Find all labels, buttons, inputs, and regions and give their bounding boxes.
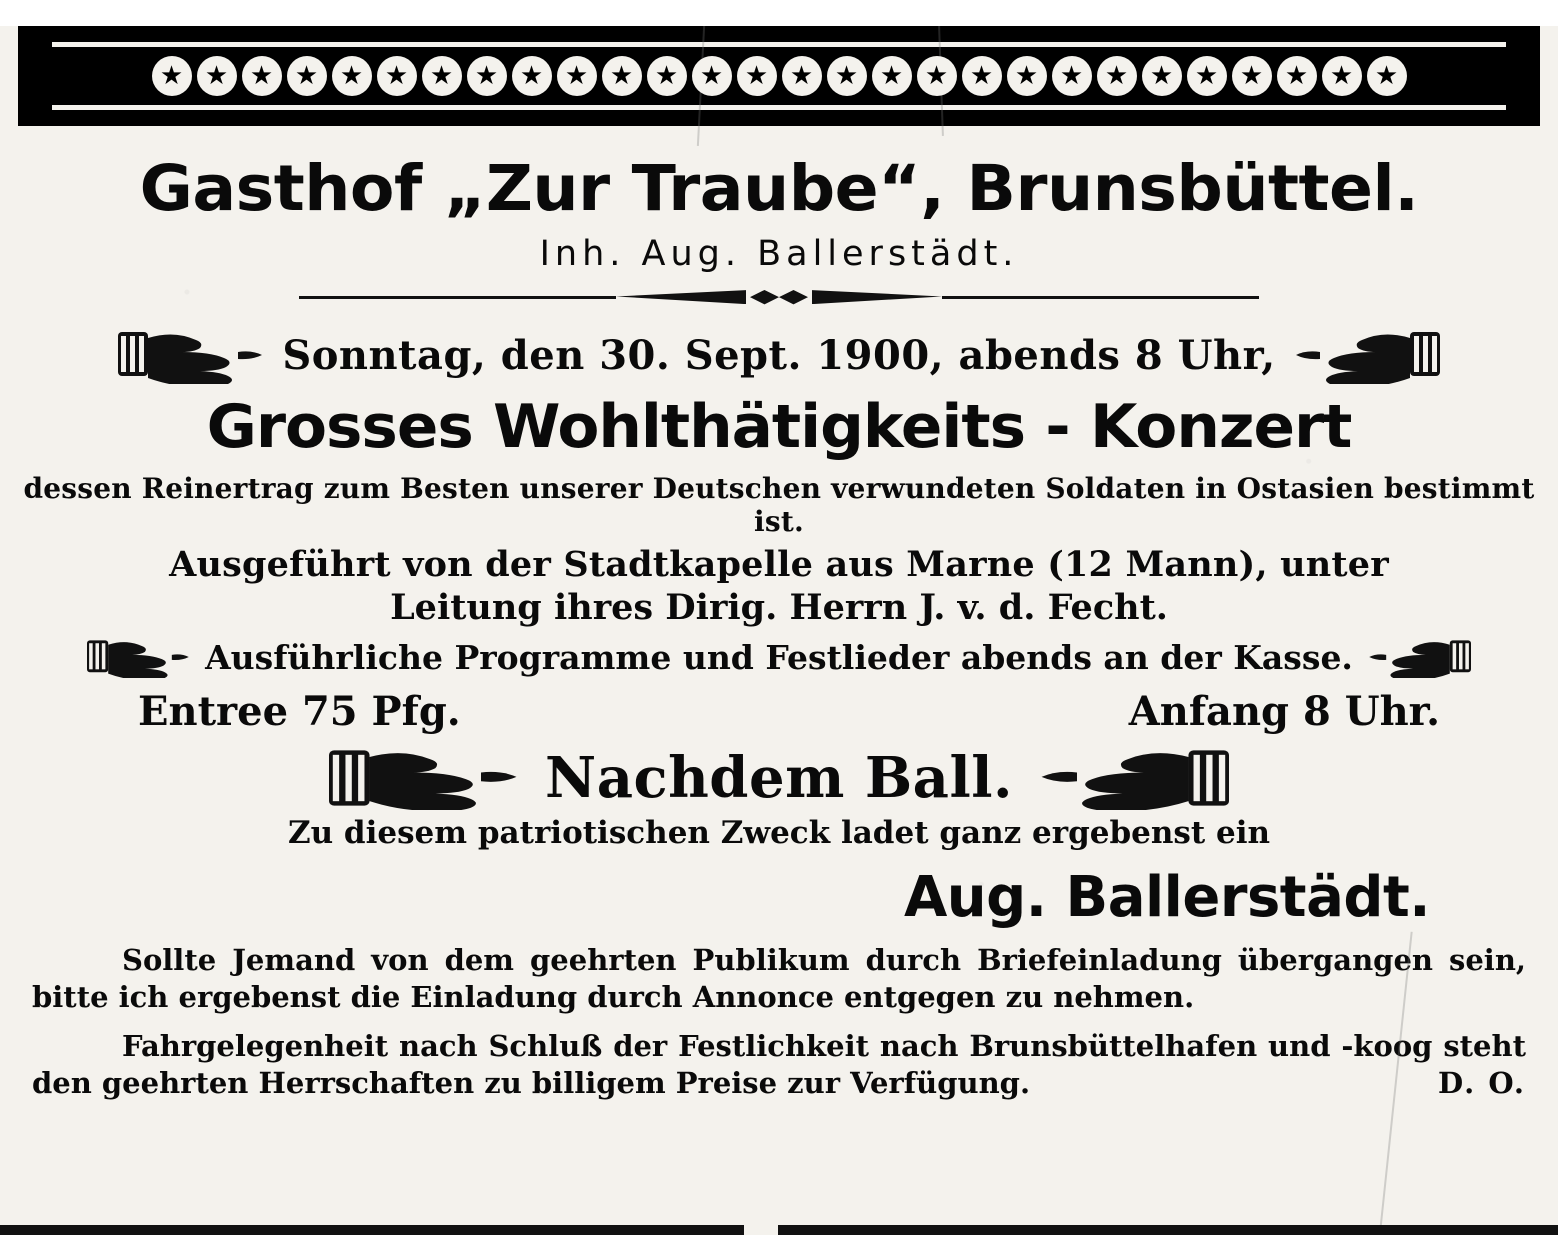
star-ornament-icon: ★ <box>1322 56 1362 96</box>
note-paragraph-2-text: Fahrgelegenheit nach Schluß der Festlichkeit nach Brunsbüttelhafen und -koog steht den geehrten Herrschaften zu billigem Preise zur Verfügung. <box>32 1029 1526 1101</box>
star-border-ornament <box>18 26 1540 126</box>
border-edge-block-left <box>18 33 52 119</box>
star-ornament-icon: ★ <box>1097 56 1137 96</box>
event-date-line: Sonntag, den 30. Sept. 1900, abends 8 Uhr, <box>282 331 1276 379</box>
ball-announcement-row <box>18 745 1540 811</box>
star-row <box>142 56 1417 96</box>
note-paragraph-2 <box>18 1028 1540 1102</box>
star-ornament-icon: ★ <box>512 56 552 96</box>
star-ornament-icon: ★ <box>917 56 957 96</box>
poster-advertisement <box>0 26 1558 1235</box>
star-ornament-icon: ★ <box>1367 56 1407 96</box>
pointing-hand-left-small-icon <box>1365 636 1471 678</box>
star-ornament-icon: ★ <box>1187 56 1227 96</box>
star-ornament-icon: ★ <box>287 56 327 96</box>
program-note: Ausführliche Programme und Festlieder abends an der Kasse. <box>205 637 1353 677</box>
star-ornament-icon: ★ <box>737 56 777 96</box>
start-time: Anfang 8 Uhr. <box>1128 688 1440 736</box>
star-ornament-icon: ★ <box>152 56 192 96</box>
performers-line-2: Leitung ihres Dirig. Herrn J. v. d. Fecht. <box>390 587 1168 629</box>
star-ornament-icon: ★ <box>197 56 237 96</box>
ball-announcement: Nachdem Ball. <box>545 745 1013 812</box>
pointing-hand-right-ball-icon <box>329 746 519 810</box>
star-ornament-icon: ★ <box>467 56 507 96</box>
ornament-center-icon <box>750 288 808 306</box>
performers-line-1: Ausgeführt von der Stadtkapelle aus Marne (12 Mann), unter <box>169 544 1389 586</box>
star-ornament-icon: ★ <box>242 56 282 96</box>
invitation-line: Zu diesem patriotischen Zweck ladet ganz ergebenst ein <box>287 815 1271 852</box>
entry-price: Entree 75 Pfg. <box>138 688 461 736</box>
date-row <box>18 326 1540 384</box>
pointing-hand-right-icon <box>118 326 268 384</box>
note-paragraph-1: Sollte Jemand von dem geehrten Publikum durch Briefeinladung übergangen sein, bitte ich ergebenst die Einladung durch Annonce entgegen zu nehmen. <box>32 943 1526 1015</box>
star-ornament-icon: ★ <box>1007 56 1047 96</box>
star-ornament-icon: ★ <box>782 56 822 96</box>
purpose-line: dessen Reinertrag zum Besten unserer Deutschen verwundeten Soldaten in Ostasien bestimmt ist. <box>23 472 1535 539</box>
star-ornament-icon: ★ <box>557 56 597 96</box>
venue-title: Gasthof „Zur Traube“, Brunsbüttel. <box>139 152 1419 225</box>
star-ornament-icon: ★ <box>692 56 732 96</box>
ornament-spike-right <box>812 290 942 304</box>
pointing-hand-left-icon <box>1290 326 1440 384</box>
star-ornament-icon: ★ <box>872 56 912 96</box>
star-ornament-icon: ★ <box>1277 56 1317 96</box>
star-ornament-icon: ★ <box>422 56 462 96</box>
star-ornament-icon: ★ <box>962 56 1002 96</box>
star-ornament-icon: ★ <box>602 56 642 96</box>
star-ornament-icon: ★ <box>377 56 417 96</box>
star-ornament-icon: ★ <box>1142 56 1182 96</box>
star-ornament-icon: ★ <box>647 56 687 96</box>
star-ornament-icon: ★ <box>827 56 867 96</box>
pointing-hand-left-ball-icon <box>1039 746 1229 810</box>
bottom-rule <box>0 1225 1558 1235</box>
price-and-time-row <box>138 688 1440 735</box>
star-ornament-icon: ★ <box>1232 56 1272 96</box>
signature: Aug. Ballerstädt. <box>903 865 1430 931</box>
border-edge-block-right <box>1506 33 1540 119</box>
ornament-line-left <box>299 296 616 299</box>
owner-line: Inh. Aug. Ballerstädt. <box>539 234 1019 275</box>
ornament-spike-left <box>616 290 746 304</box>
star-ornament-icon: ★ <box>1052 56 1092 96</box>
ornament-divider <box>299 284 1259 310</box>
note-paragraph-2-tail: D. O. <box>1438 1066 1526 1101</box>
program-note-row <box>18 636 1540 678</box>
pointing-hand-right-small-icon <box>87 636 193 678</box>
event-headline: Grosses Wohlthätigkeits - Konzert <box>206 392 1352 463</box>
ornament-line-right <box>942 296 1259 299</box>
bottom-rule-notch <box>744 1225 778 1235</box>
star-ornament-icon: ★ <box>332 56 372 96</box>
